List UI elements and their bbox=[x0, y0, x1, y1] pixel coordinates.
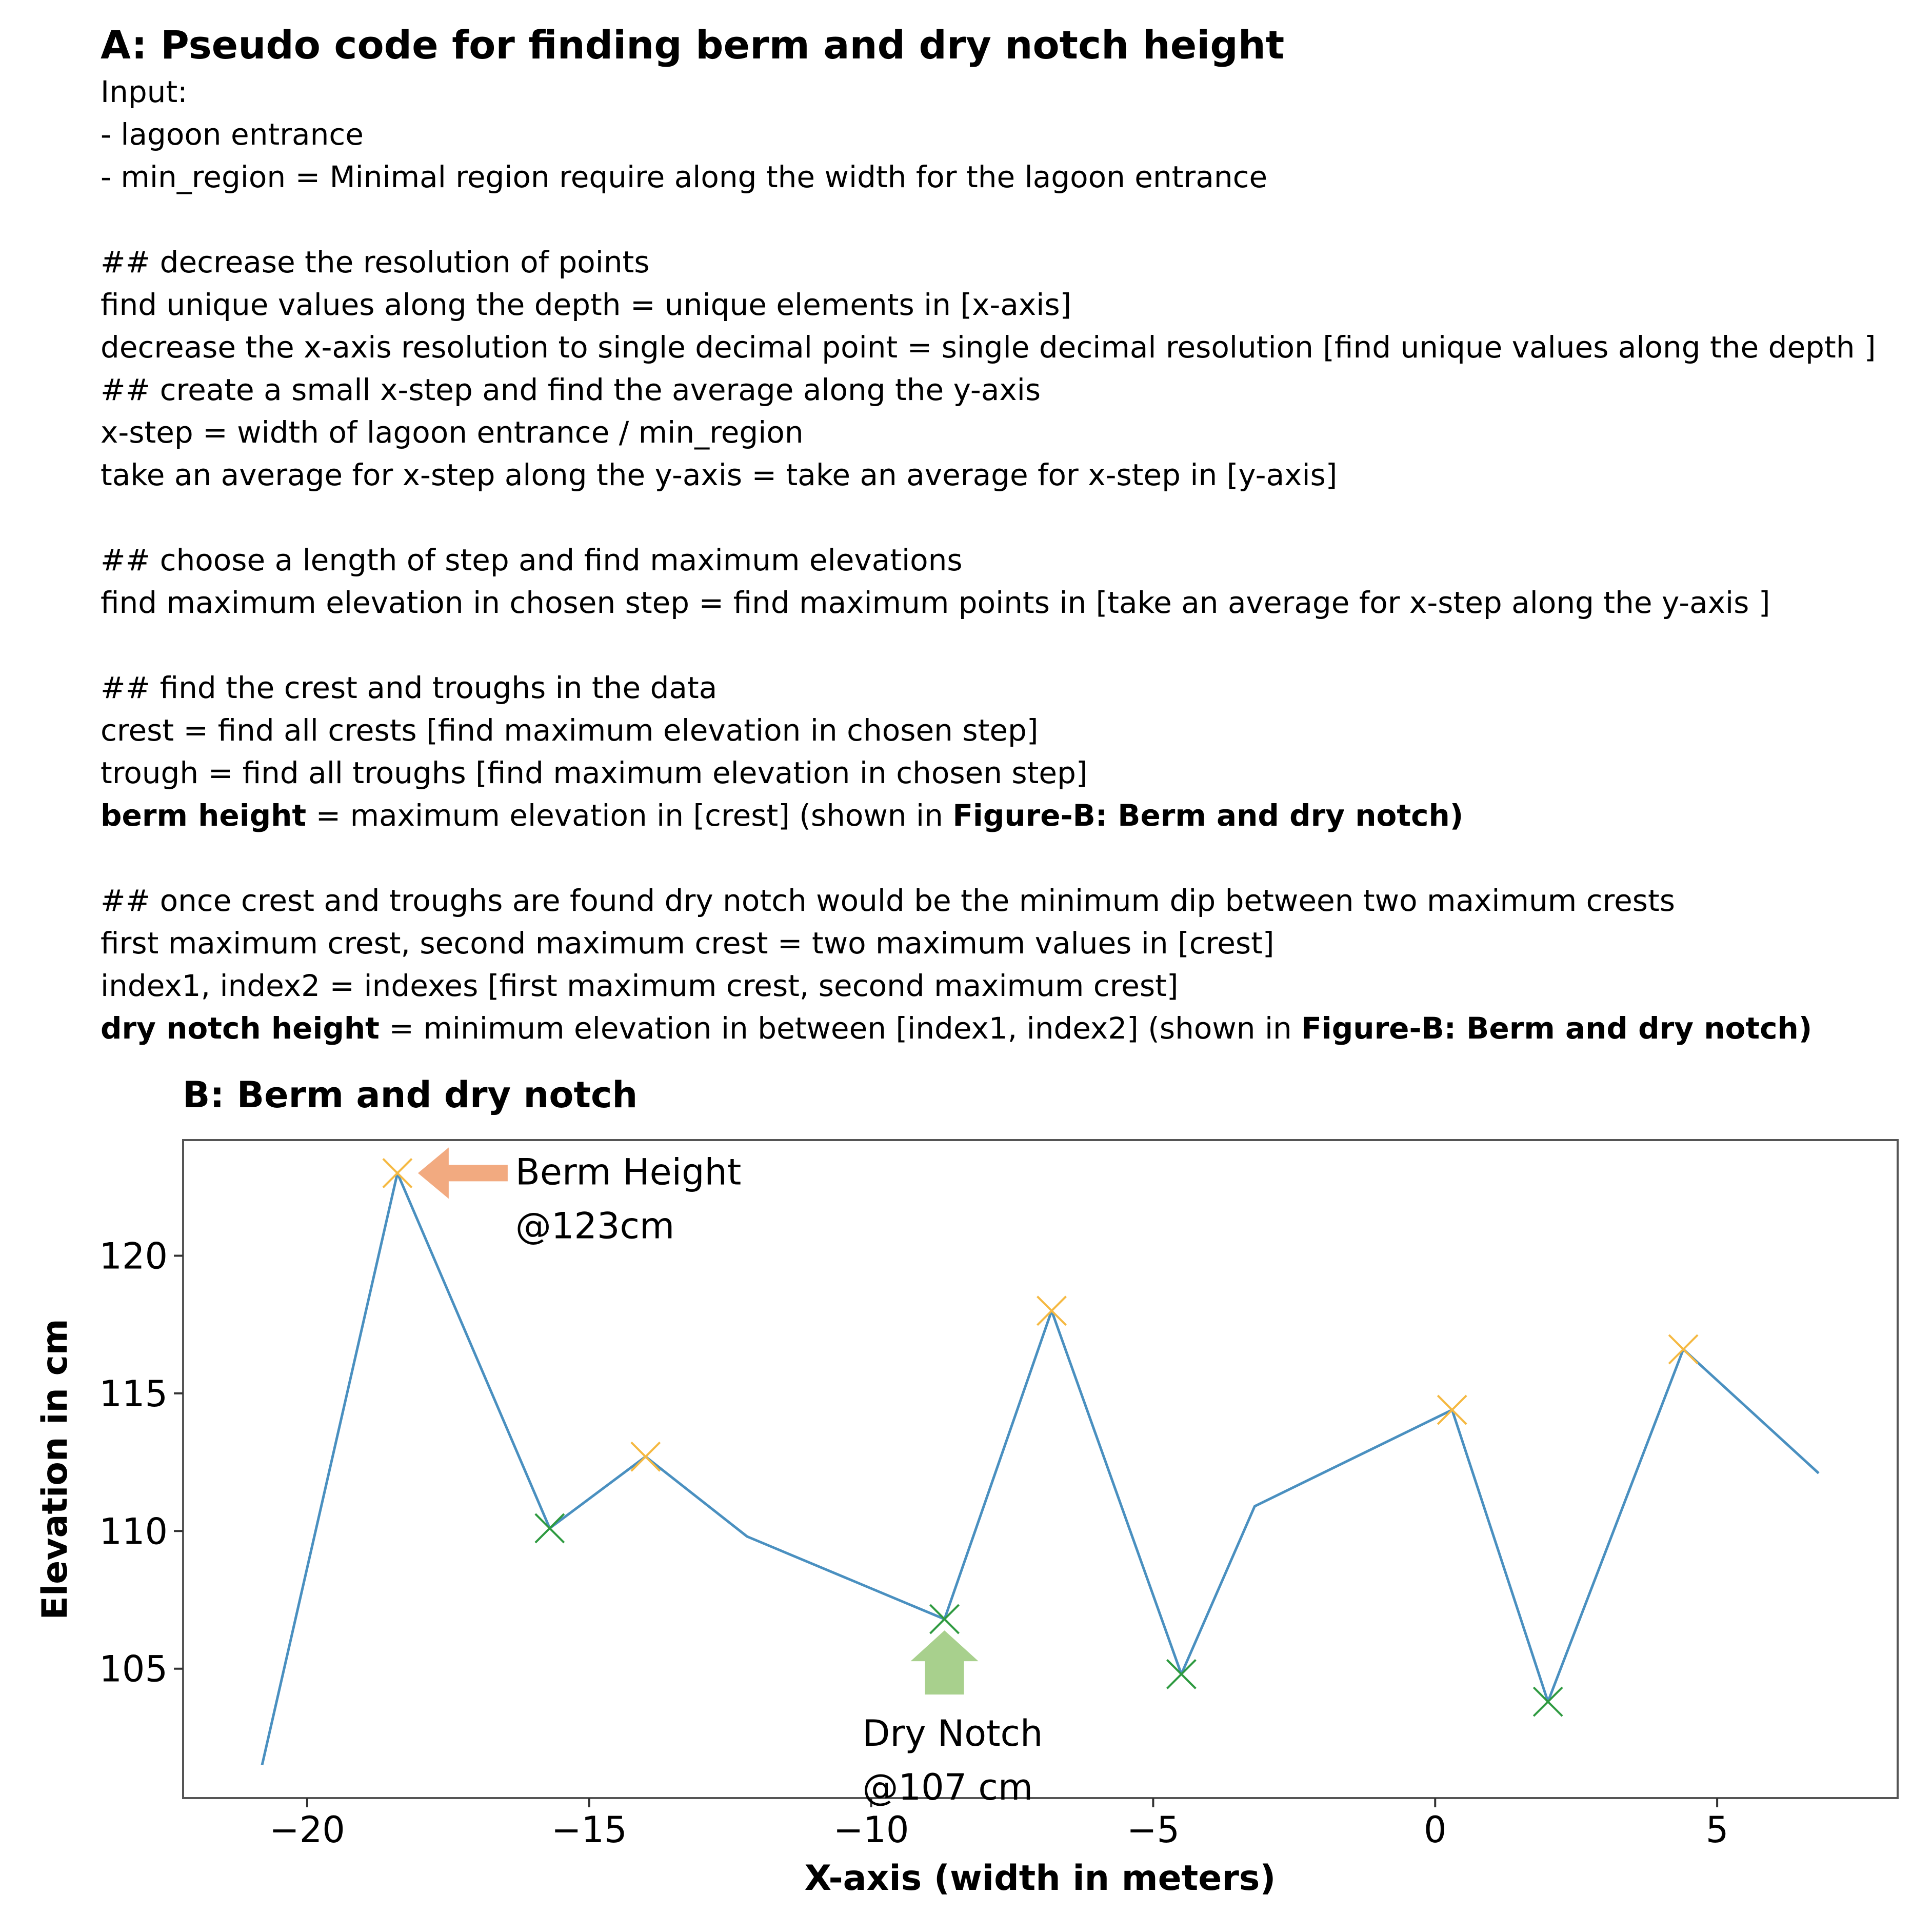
y-tick-label: 115 bbox=[99, 1372, 168, 1415]
code-segment: crest = find all crests [find maximum elevation in chosen step] bbox=[101, 713, 1039, 748]
plot-frame bbox=[183, 1140, 1898, 1798]
code-segment: berm height bbox=[101, 798, 307, 833]
code-segment: decrease the x-axis resolution to single decimal point = single decimal resolution [find unique values along the depth ] bbox=[101, 330, 1876, 365]
code-segment: - min_region = Minimal region require along the width for the lagoon entrance bbox=[101, 159, 1268, 194]
x-tick-label: 0 bbox=[1423, 1809, 1447, 1851]
code-segment: first maximum crest, second maximum crest = two maximum values in [crest] bbox=[101, 926, 1274, 961]
x-tick-label: −20 bbox=[269, 1809, 345, 1851]
code-segment: x-step = width of lagoon entrance / min_region bbox=[101, 415, 804, 450]
code-segment: find unique values along the depth = unique elements in [x-axis] bbox=[101, 287, 1072, 322]
code-segment: trough = find all troughs [find maximum elevation in chosen step] bbox=[101, 755, 1088, 790]
code-segment: = minimum elevation in between [index1, index2] (shown in bbox=[379, 1011, 1302, 1046]
code-segment: Figure-B: Berm and dry notch) bbox=[952, 798, 1464, 833]
code-segment: take an average for x-step along the y-axis = take an average for x-step in [y-axis] bbox=[101, 457, 1338, 492]
berm-annotation-line: @123cm bbox=[515, 1205, 675, 1247]
code-segment: ## decrease the resolution of points bbox=[101, 245, 650, 280]
x-tick-label: −5 bbox=[1126, 1809, 1180, 1851]
code-segment: find maximum elevation in chosen step = find maximum points in [take an average for x-step along the y-axis ] bbox=[101, 585, 1770, 620]
code-segment: dry notch height bbox=[101, 1011, 380, 1046]
y-tick-label: 105 bbox=[99, 1648, 168, 1690]
code-segment: - lagoon entrance bbox=[101, 117, 364, 152]
x-tick-label: 5 bbox=[1705, 1809, 1729, 1851]
x-tick-label: −10 bbox=[833, 1809, 909, 1851]
y-axis-label: Elevation in cm bbox=[35, 1319, 75, 1620]
code-segment: ## find the crest and troughs in the data bbox=[101, 670, 718, 705]
y-tick-label: 120 bbox=[99, 1235, 168, 1278]
code-segment: ## choose a length of step and find maximum elevations bbox=[101, 543, 963, 577]
code-segment: index1, index2 = indexes [first maximum crest, second maximum crest] bbox=[101, 968, 1179, 1003]
code-segment: ## create a small x-step and find the average along the y-axis bbox=[101, 372, 1041, 407]
code-segment: Figure-B: Berm and dry notch) bbox=[1301, 1011, 1813, 1046]
chart-title: B: Berm and dry notch bbox=[183, 1074, 638, 1116]
y-tick-label: 110 bbox=[99, 1510, 168, 1553]
code-segment: = maximum elevation in [crest] (shown in bbox=[306, 798, 953, 833]
notch-annotation-line: Dry Notch bbox=[862, 1712, 1043, 1755]
berm-annotation-line: Berm Height bbox=[515, 1151, 742, 1193]
pseudo-code-title: A: Pseudo code for finding berm and dry notch height bbox=[101, 22, 1285, 68]
code-segment: Input: bbox=[101, 74, 188, 109]
x-tick-label: −15 bbox=[551, 1809, 627, 1851]
code-segment: ## once crest and troughs are found dry notch would be the minimum dip between two maximum crests bbox=[101, 883, 1675, 918]
x-axis-label: X-axis (width in meters) bbox=[804, 1858, 1276, 1899]
notch-annotation-line: @107 cm bbox=[862, 1766, 1033, 1809]
